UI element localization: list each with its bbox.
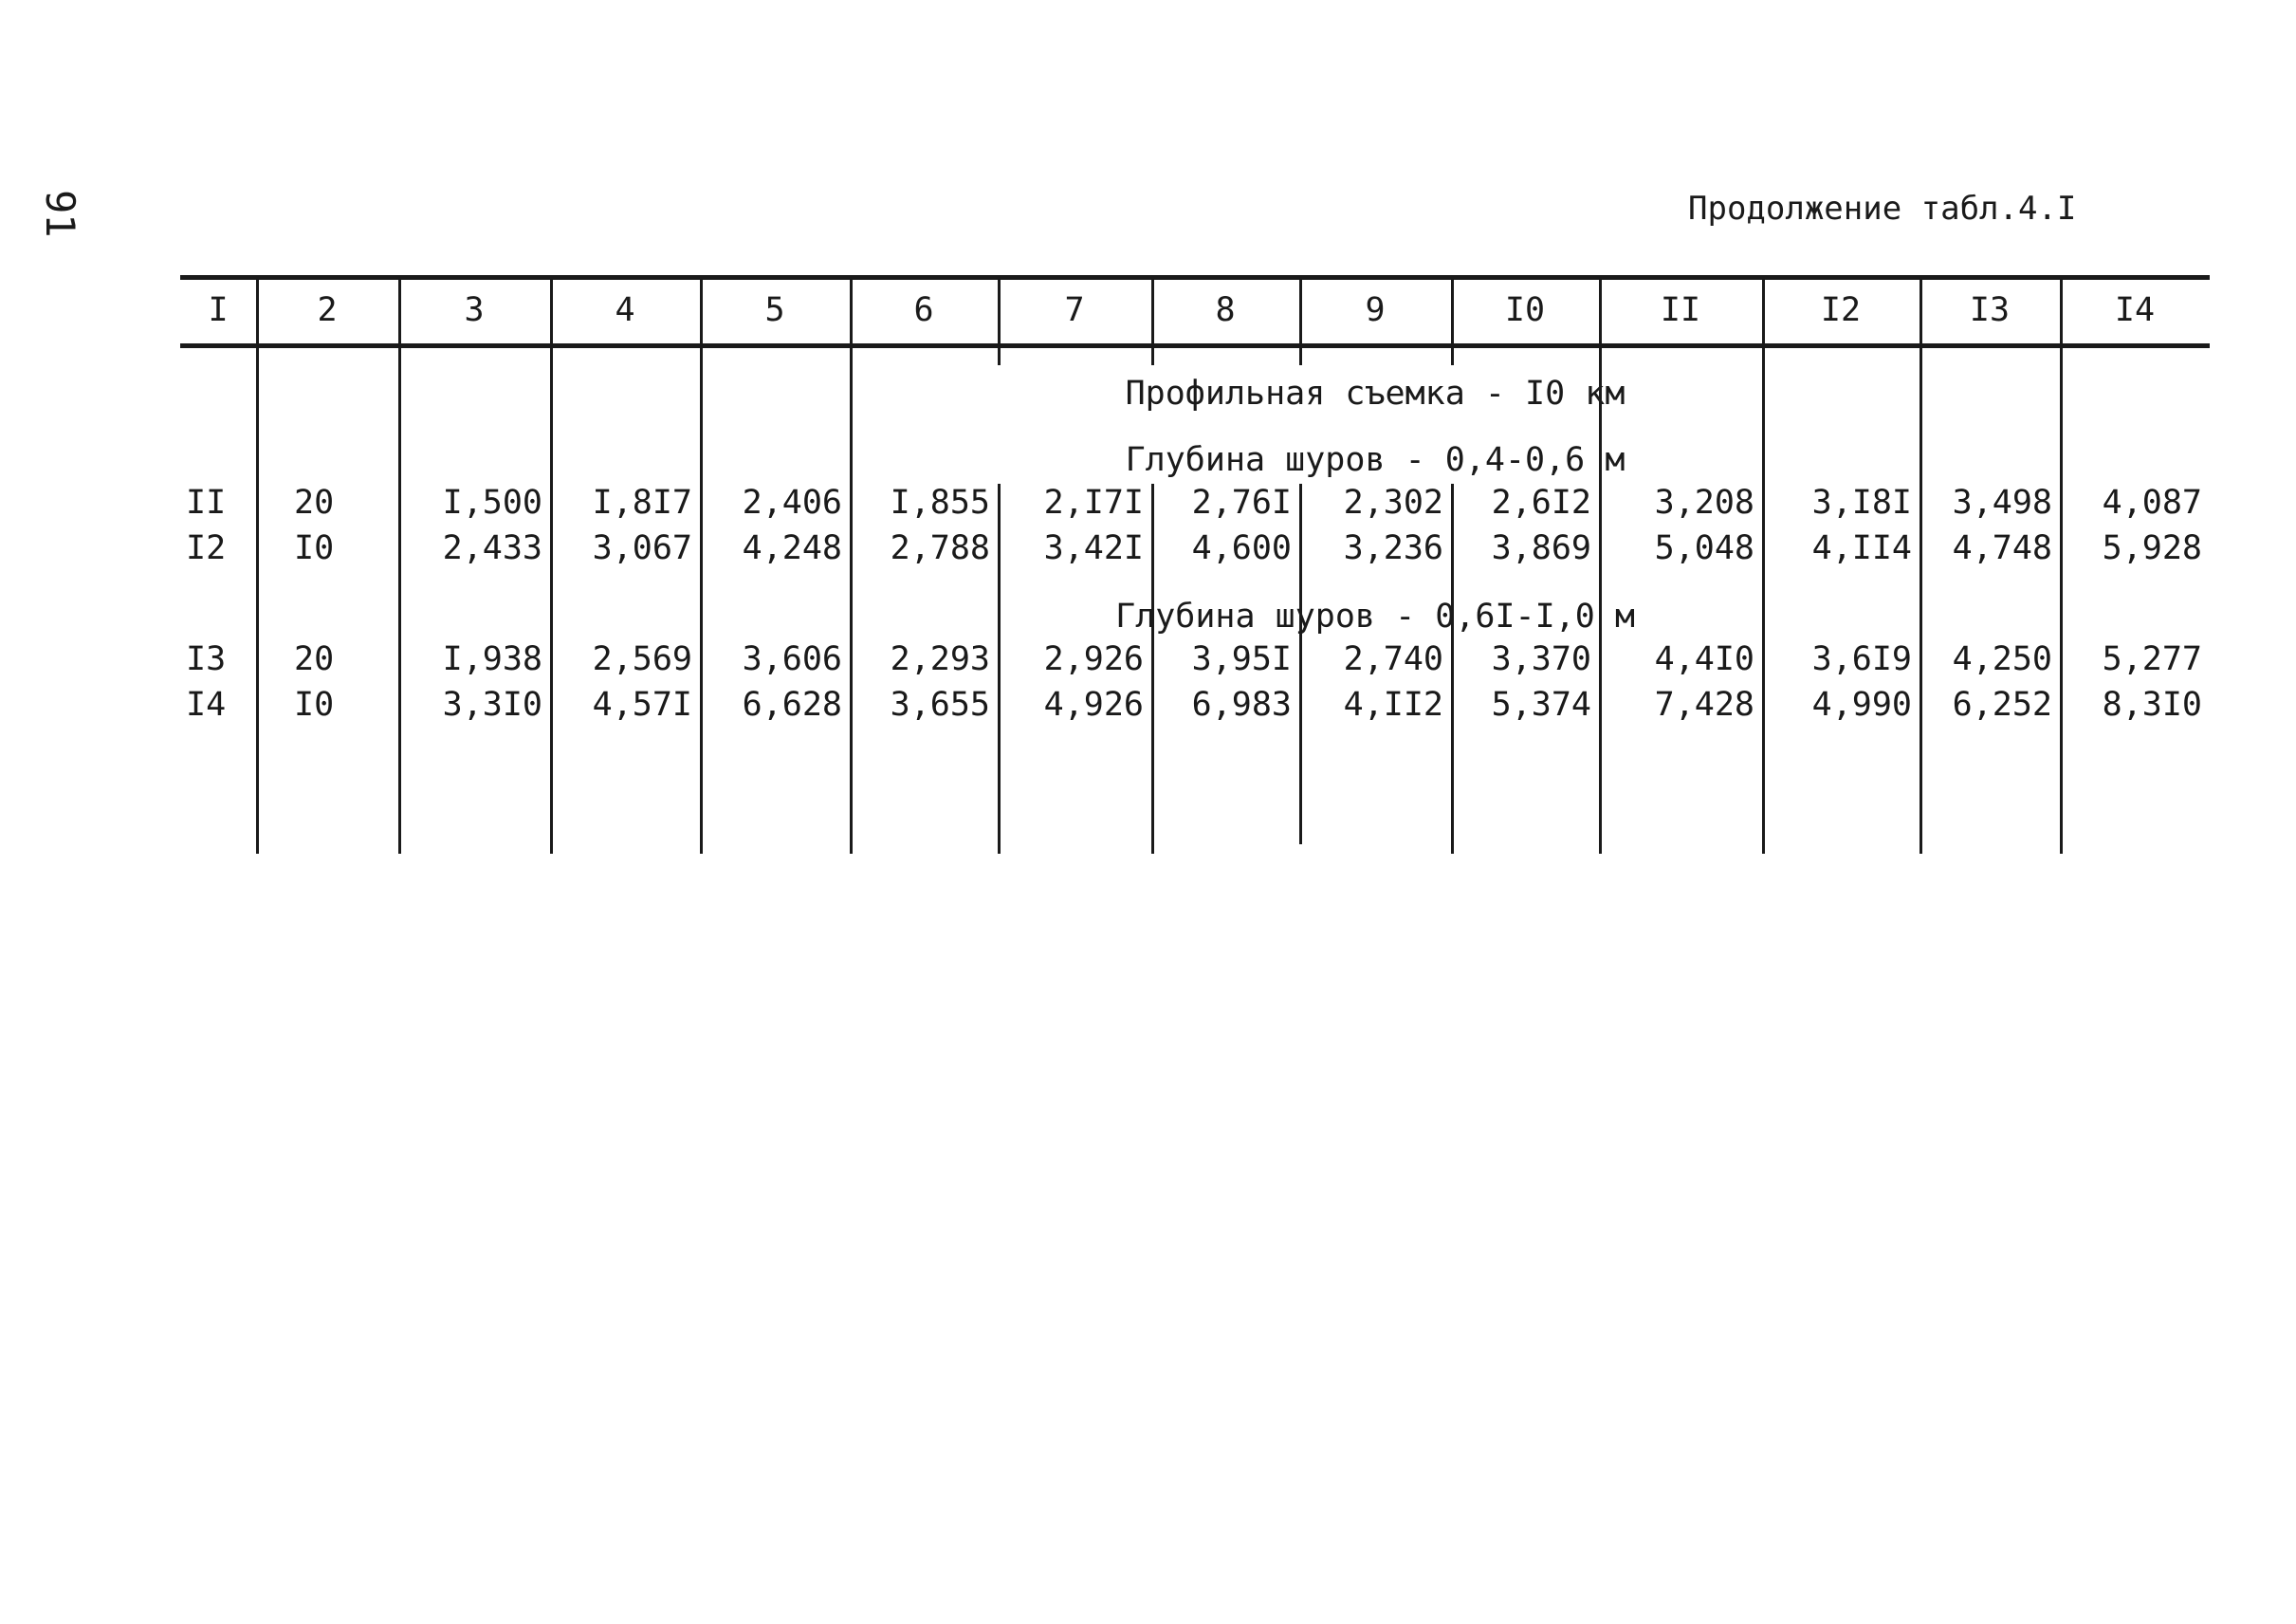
section-title: Глубина шуров - 0,4-0,6 м xyxy=(1125,441,1626,479)
table-cell: 4,087 xyxy=(2102,484,2202,522)
table-cell: I3 xyxy=(186,640,227,678)
table-cell: I4 xyxy=(186,686,227,724)
table-cell: 6,983 xyxy=(1191,686,1292,724)
table-cell: 2,6I2 xyxy=(1491,484,1591,522)
page-number: 91 xyxy=(37,190,83,238)
table-cell: 3,95I xyxy=(1191,640,1292,678)
table-cell: 3,42I xyxy=(1043,529,1144,567)
table-cell: 2,788 xyxy=(890,529,990,567)
table-cell: 2,302 xyxy=(1343,484,1443,522)
header-cell: 8 xyxy=(1215,291,1236,329)
table-cell: 4,748 xyxy=(1952,529,2052,567)
table-continuation-title: Продолжение табл.4.I xyxy=(1688,190,2077,228)
data-table xyxy=(180,275,2210,863)
table-cell: 4,926 xyxy=(1043,686,1144,724)
table-cell: 20 xyxy=(294,640,335,678)
table-cell: 5,928 xyxy=(2102,529,2202,567)
table-cell: 7,428 xyxy=(1654,686,1754,724)
table-cell: I,938 xyxy=(442,640,542,678)
section-title: Профильная съемка - I0 км xyxy=(1125,375,1626,413)
table-cell: 4,248 xyxy=(742,529,842,567)
table-cell: I0 xyxy=(294,686,335,724)
table-cell: 2,433 xyxy=(442,529,542,567)
table-cell: 2,406 xyxy=(742,484,842,522)
table-cell: 4,600 xyxy=(1191,529,1292,567)
table-cell: I0 xyxy=(294,529,335,567)
table-cell: 3,I8I xyxy=(1811,484,1912,522)
table-cell: 2,740 xyxy=(1343,640,1443,678)
header-cell: I0 xyxy=(1504,291,1546,329)
table-cell: 3,869 xyxy=(1491,529,1591,567)
header-cell: 6 xyxy=(913,291,934,329)
table-cell: 20 xyxy=(294,484,335,522)
header-cell: 9 xyxy=(1365,291,1386,329)
table-cell: 4,990 xyxy=(1811,686,1912,724)
header-cell: I4 xyxy=(2114,291,2156,329)
table-cell: 5,048 xyxy=(1654,529,1754,567)
table-cell: 2,76I xyxy=(1191,484,1292,522)
table-cell: 2,293 xyxy=(890,640,990,678)
table-cell: 4,II2 xyxy=(1343,686,1443,724)
table-cell: 3,498 xyxy=(1952,484,2052,522)
table-cell: 3,236 xyxy=(1343,529,1443,567)
table-cell: 4,57I xyxy=(592,686,692,724)
table-cell: I,8I7 xyxy=(592,484,692,522)
table-cell: 3,6I9 xyxy=(1811,640,1912,678)
table-cell: 8,3I0 xyxy=(2102,686,2202,724)
table-cell: 4,4I0 xyxy=(1654,640,1754,678)
table-cell: I2 xyxy=(186,529,227,567)
table-cell: I,500 xyxy=(442,484,542,522)
table-cell: 3,606 xyxy=(742,640,842,678)
table-cell: 4,250 xyxy=(1952,640,2052,678)
section-title: Глубина шуров - 0,6I-I,0 м xyxy=(1115,598,1635,636)
header-cell: 3 xyxy=(464,291,485,329)
table-cell: 5,374 xyxy=(1491,686,1591,724)
table-cell: I,855 xyxy=(890,484,990,522)
header-cell: 5 xyxy=(764,291,785,329)
header-cell: II xyxy=(1660,291,1701,329)
table-cell: 5,277 xyxy=(2102,640,2202,678)
table-cell: 3,3I0 xyxy=(442,686,542,724)
table-cell: 3,067 xyxy=(592,529,692,567)
table-cell: 3,655 xyxy=(890,686,990,724)
header-cell: 7 xyxy=(1064,291,1085,329)
column-divider xyxy=(256,275,259,854)
header-cell: I2 xyxy=(1820,291,1862,329)
table-top-rule xyxy=(180,275,2210,280)
table-cell: II xyxy=(186,484,227,522)
header-cell: I xyxy=(208,291,229,329)
table-cell: 4,II4 xyxy=(1811,529,1912,567)
table-cell: 2,I7I xyxy=(1043,484,1144,522)
header-bottom-rule xyxy=(180,343,2210,348)
table-cell: 6,628 xyxy=(742,686,842,724)
table-cell: 3,208 xyxy=(1654,484,1754,522)
header-cell: 2 xyxy=(317,291,338,329)
table-cell: 3,370 xyxy=(1491,640,1591,678)
header-cell: 4 xyxy=(615,291,635,329)
table-cell: 2,569 xyxy=(592,640,692,678)
table-cell: 6,252 xyxy=(1952,686,2052,724)
table-cell: 2,926 xyxy=(1043,640,1144,678)
header-cell: I3 xyxy=(1969,291,2011,329)
